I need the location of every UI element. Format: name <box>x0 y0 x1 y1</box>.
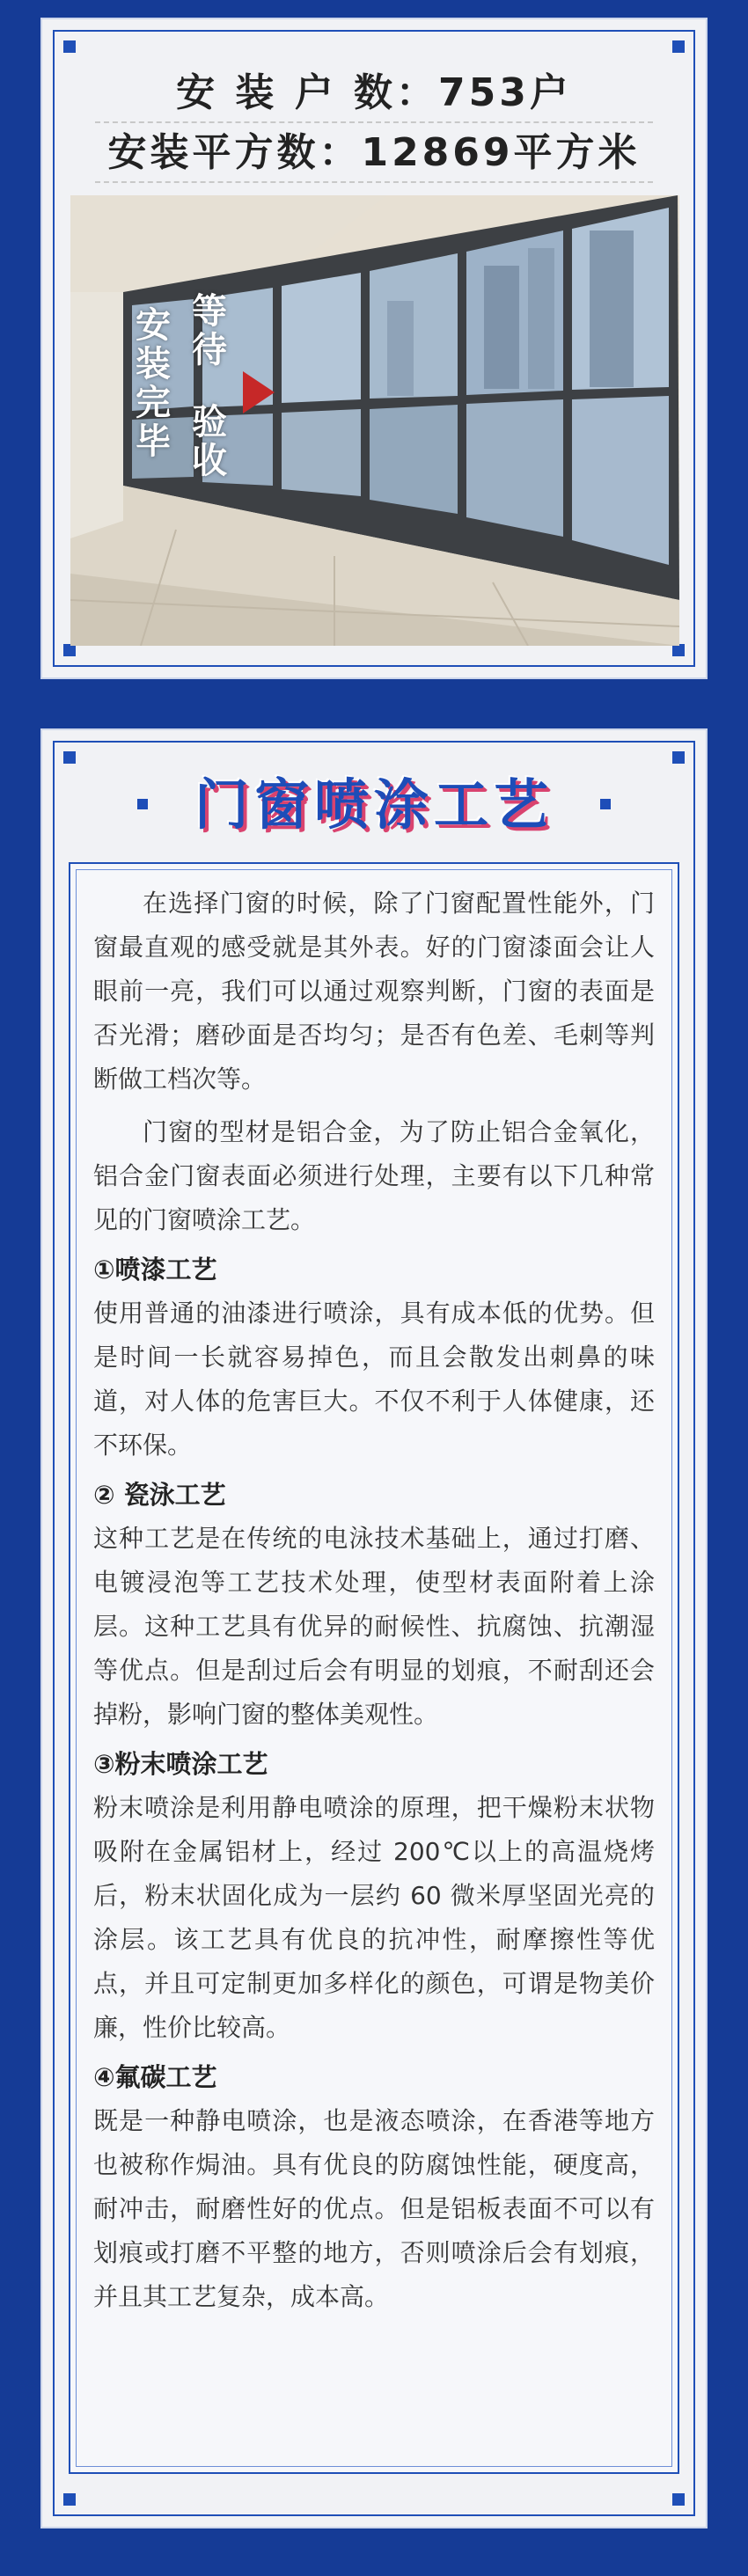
process-heading: ② 瓷泳工艺 <box>93 1480 226 1510</box>
process-body: 这种工艺是在传统的电泳技术基础上，通过打磨、电镀浸泡等工艺技术处理，使型材表面附着上涂层。这种工艺具有优异的耐候性、抗腐蚀、抗潮湿等优点。但是刮过后会有明显的划痕，不耐刮还会掉粉，影响门窗的整体美观性。 <box>93 1524 655 1729</box>
corner-decoration <box>672 40 685 53</box>
intro-paragraph: 在选择门窗的时候，除了门窗配置性能外，门窗最直观的感受就是其外表。好的门窗漆面会让人眼前一亮，我们可以通过观察判断，门窗的表面是否光滑；磨砂面是否均匀；是否有色差、毛刺等判断做工档次等。 <box>93 889 655 1094</box>
corner-decoration <box>672 644 685 656</box>
intro-paragraph: 门窗的型材是铝合金，为了防止铝合金氧化，铝合金门窗表面必须进行处理，主要有以下几种常见的门窗喷涂工艺。 <box>93 1117 655 1234</box>
corner-decoration <box>63 751 76 764</box>
process-card <box>40 728 708 2528</box>
corner-decoration <box>63 644 76 656</box>
divider <box>95 121 653 123</box>
process-body: 粉末喷涂是利用静电喷涂的原理，把干燥粉末状物吸附在金属铝材上，经过 200℃以上的高温烧烤后，粉末状固化成为一层约 60 微米厚坚固光亮的涂层。该工艺具有优良的抗冲性，耐摩擦性等优点，并且可定制更加多样化的颜色，可谓是物美价廉，性价比较高。 <box>93 1793 655 2042</box>
process-heading: ④氟碳工艺 <box>93 2062 217 2092</box>
process-body: 既是一种静电喷涂，也是液态喷涂，在香港等地方也被称作焗油。具有优良的防腐蚀性能，硬度高，耐冲击，耐磨性好的优点。但是铝板表面不可以有划痕或打磨不平整的地方，否则喷涂后会有划痕，并且其工艺复杂，成本高。 <box>93 2106 655 2311</box>
corner-decoration <box>672 751 685 764</box>
stamp-text: 完 <box>136 383 171 423</box>
divider <box>95 181 653 183</box>
corner-decoration <box>63 40 76 53</box>
process-heading: ③粉末喷涂工艺 <box>93 1749 268 1779</box>
stamp-text: 等 <box>192 291 227 332</box>
households-count: 安 装 户 数：753户 <box>176 70 572 115</box>
corner-decoration <box>672 2493 685 2506</box>
stamp-text: 待 <box>192 330 227 370</box>
title-dot-icon <box>600 799 611 809</box>
stamp-text: 安 <box>136 305 171 346</box>
process-body: 使用普通的油漆进行喷涂，具有成本低的优势。但是时间一长就容易掉色，而且会散发出刺鼻的味道，对人体的危害巨大。不仅不利于人体健康，还不环保。 <box>93 1299 655 1460</box>
stats-card <box>40 18 708 679</box>
process-heading: ①喷漆工艺 <box>93 1255 217 1284</box>
section-title-wrap <box>42 765 706 845</box>
stamp-text: 验 <box>192 402 227 443</box>
stamp-text: 收 <box>192 441 227 481</box>
section-title: 门窗喷涂工艺 <box>194 772 554 837</box>
content-box <box>69 862 679 2474</box>
stamp-text: 毕 <box>136 421 171 462</box>
area-count: 安装平方数：12869平方米 <box>107 130 641 175</box>
title-dot-icon <box>137 799 148 809</box>
installation-photo <box>70 195 679 646</box>
stamp-text: 装 <box>136 344 171 384</box>
corner-decoration <box>63 2493 76 2506</box>
